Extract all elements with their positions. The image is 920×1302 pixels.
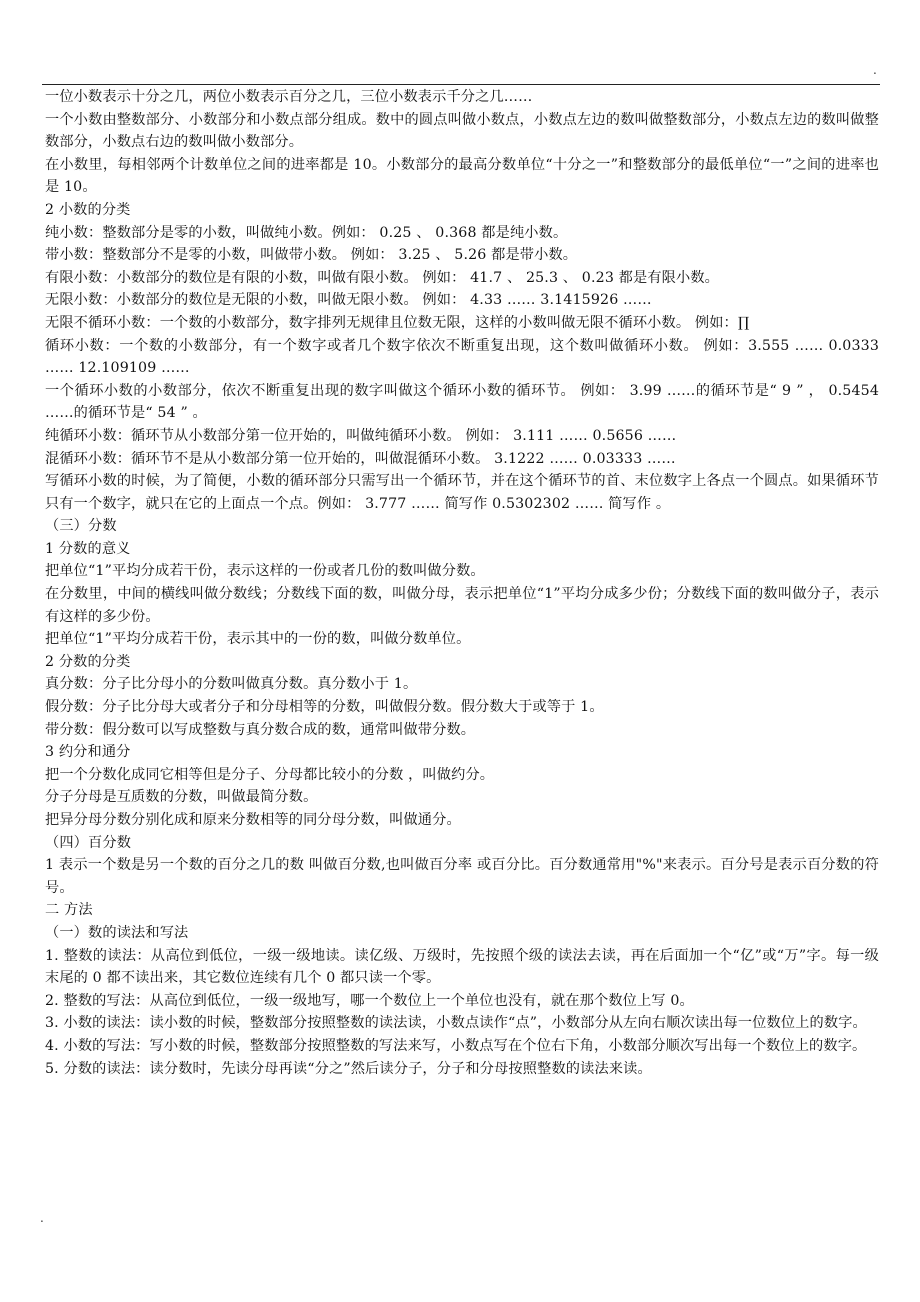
section-heading: （一）数的读法和写法 <box>45 924 189 941</box>
section-heading: 1 分数的意义 <box>45 540 131 557</box>
paragraph: 1 表示一个数是另一个数的百分之几的数 叫做百分数,也叫做百分率 或百分比。百分数通常用"%"来表示。百分号是表示百分数的符号。 <box>45 857 879 896</box>
section-heading: （四）百分数 <box>45 834 132 851</box>
paragraph: 写循环小数的时候，为了简便，小数的循环部分只需写出一个循环节，并在这个循环节的首、末位数字上各点一个圆点。如果循环节只有一个数字，就只在它的上面点一个点。例如： 3.777 …… 简写作 0.5302302 …… 简写作 。 <box>45 473 879 512</box>
paragraph: 一个小数由整数部分、小数部分和小数点部分组成。数中的圆点叫做小数点，小数点左边的数叫做整数部分，小数点左边的数叫做整数部分，小数点右边的数叫做小数部分。 <box>45 111 879 151</box>
paragraph: 把单位“1”平均分成若干份，表示这样的一份或者几份的数叫做分数。 <box>45 563 485 580</box>
paragraph: 把异分母分数分别化成和原来分数相等的同分母分数，叫做通分。 <box>45 812 461 828</box>
paragraph: 有限小数：小数部分的数位是有限的小数，叫做有限小数。 例如： 41.7 、 25.3 、 0.23 都是有限小数。 <box>45 269 720 286</box>
footer-dot-mark: . <box>40 1211 44 1225</box>
paragraph: 2. 整数的写法：从高位到低位，一级一级地写，哪一个数位上一个单位也没有，就在那个数位上写 0。 <box>45 992 694 1009</box>
header-dot-mark: . <box>873 63 877 77</box>
paragraph: 在分数里，中间的横线叫做分数线；分数线下面的数，叫做分母，表示把单位“1”平均分成多少份；分数线下面的数叫做分子，表示有这样的多少份。 <box>45 586 879 625</box>
section-heading: 2 分数的分类 <box>45 653 131 670</box>
paragraph: 循环小数：一个数的小数部分，有一个数字或者几个数字依次不断重复出现，这个数叫做循环小数。 例如：3.555 …… 0.0333 …… 12.109109 …… <box>45 337 879 377</box>
document-body <box>45 86 879 1080</box>
paragraph: 3. 小数的读法：读小数的时候，整数部分按照整数的读法读，小数点读作“点”，小数部分从左向右顺次读出每一位数位上的数字。 <box>45 1015 867 1032</box>
paragraph: 把一个分数化成同它相等但是分子、分母都比较小的分数 ，叫做约分。 <box>45 766 495 783</box>
section-heading: 3 约分和通分 <box>45 744 131 761</box>
paragraph: 无限不循环小数：一个数的小数部分，数字排列无规律且位数无限，这样的小数叫做无限不循环小数。 例如：∏ <box>45 314 750 331</box>
paragraph: 带小数：整数部分不是零的小数，叫做带小数。 例如： 3.25 、 5.26 都是带小数。 <box>45 247 578 264</box>
paragraph: 4. 小数的写法：写小数的时候，整数部分按照整数的写法来写，小数点写在个位右下角，小数部分顺次写出每一个数位上的数字。 <box>45 1037 867 1054</box>
paragraph: 把单位“1”平均分成若干份，表示其中的一份的数，叫做分数单位。 <box>45 631 471 648</box>
paragraph: 假分数：分子比分母大或者分子和分母相等的分数，叫做假分数。假分数大于或等于 1。 <box>45 699 604 716</box>
section-heading: 二 方法 <box>45 902 93 919</box>
paragraph: 混循环小数：循环节不是从小数部分第一位开始的，叫做混循环小数。 3.1222 …… 0.03333 …… <box>45 450 676 467</box>
section-heading: （三）分数 <box>45 518 117 535</box>
header-rule <box>42 84 880 85</box>
paragraph: 无限小数：小数部分的数位是无限的小数，叫做无限小数。 例如： 4.33 …… 3.1415926 …… <box>45 292 652 309</box>
paragraph: 带分数：假分数可以写成整数与真分数合成的数，通常叫做带分数。 <box>45 721 476 738</box>
paragraph: 在小数里，每相邻两个计数单位之间的进率都是 10。小数部分的最高分数单位“十分之一”和整数部分的最低单位“一”之间的进率也是 10。 <box>45 156 879 196</box>
paragraph: 1. 整数的读法：从高位到低位，一级一级地读。读亿级、万级时，先按照个级的读法去读，再在后面加一个“亿”或“万”字。每一级末尾的 0 都不读出来，其它数位连续有几个 0 都只读一个零。 <box>45 947 879 987</box>
paragraph: 一个循环小数的小数部分，依次不断重复出现的数字叫做这个循环小数的循环节。 例如： 3.99 ……的循环节是“ 9 ” ， 0.5454 ……的循环节是“ 54 ” 。 <box>45 382 879 422</box>
paragraph: 纯循环小数：循环节从小数部分第一位开始的，叫做纯循环小数。 例如： 3.111 …… 0.5656 …… <box>45 427 677 444</box>
paragraph: 5. 分数的读法：读分数时，先读分母再读“分之”然后读分子，分子和分母按照整数的读法来读。 <box>45 1060 652 1077</box>
paragraph: 分子分母是互质数的分数，叫做最简分数。 <box>45 789 318 806</box>
paragraph: 一位小数表示十分之几，两位小数表示百分之几，三位小数表示千分之几…… <box>45 89 533 105</box>
paragraph: 真分数：分子比分母小的分数叫做真分数。真分数小于 1。 <box>45 676 418 693</box>
paragraph: 纯小数：整数部分是零的小数，叫做纯小数。例如： 0.25 、 0.368 都是纯小数。 <box>45 224 568 241</box>
section-heading: 2 小数的分类 <box>45 201 131 218</box>
